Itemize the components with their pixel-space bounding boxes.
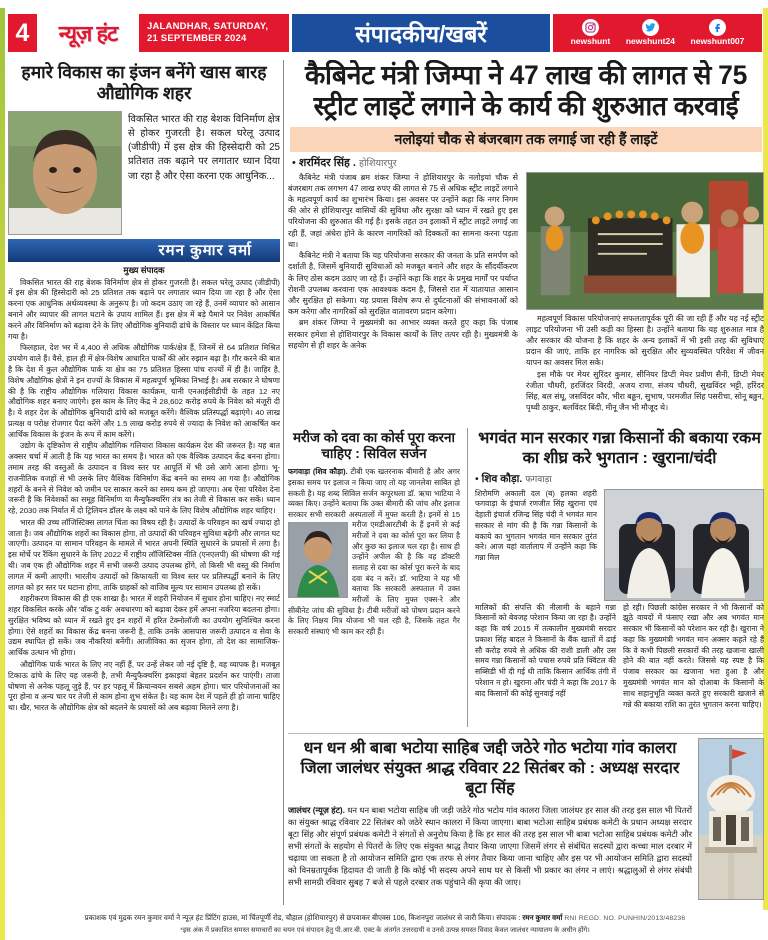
civil-surgeon-photo [288, 522, 348, 598]
byline-place: फगवाड़ा [525, 473, 552, 484]
byline-bullet: • [475, 472, 479, 485]
imprint-line2: *इस अंक में प्रकाशित समस्त समाचारों का चयन एवं संपादन हेतु पी.आर.बी. एक्ट के अंतर्गत उत्तरदायी व उनसे उत्पन्न समस्त विवाद केवल जालंधर न्यायालय के अधीन होंगे। [180, 927, 590, 934]
editorial-author-title: मुख्य संपादक [123, 264, 165, 275]
farmers-text-colC: हो रही। पिछली कांग्रेस सरकार ने भी किसानों को झूठे वायदों में फंसाए रखा और अब भगवंत मान सरकार भी किसानों को परेशान कर रही है। खुराना ने कहा कि मुख्यमंत्री भगवंत मान अक्सर कहते रहे हैं कि वे कभी पिछली सरकारों की तरह खजाना खाली होने की बात नहीं करते। जिससे यह स्पष्ट है कि पंजाब सरकार का खजाना भरा हुआ है और मुख्यमंत्री भगवंत मान को दोआबा के किसानों के साथ सहानुभूति व्यक्त करते हुए सरकारी खजाने से गन्ने की बकाया राशि का तुरंत भुगतान करना चाहिए। [623, 602, 764, 709]
lead-columns [288, 172, 764, 422]
social-instagram[interactable] [571, 19, 611, 46]
editorial-intro: विकसित भारत की राह बेशक विनिर्माण क्षेत्र से होकर गुजरती है। सकल घरेलू उत्पाद (जीडीपी) में इस क्षेत्र की हिस्सेदारी को 25 प्रतिशत तक बढ़ाने पर लगातार ध्यान दिया जा रहा है और ऐसा करना एक आधुनिक... [128, 113, 280, 182]
editorial-paragraph: विकसित भारत की राह बेशक विनिर्माण क्षेत्र से होकर गुजरती है। सकल घरेलू उत्पाद (जीडीपी) में इस क्षेत्र की हिस्सेदारी को 25 प्रतिशत तक बढ़ाने पर लगातार ध्यान दिया जा रहा है और ऐसा करना एक आधुनिक अर्थव्यवस्था के अनुरूप है। जो कदम उठाए जा रहे हैं, उनमें व्यापार को आसान बनाने और व्यापार की लागत घटाने के उपाय शामिल हैं। इस क्षेत्र में बड़े पैमाने पर निवेश आकर्षित करने और विनिर्माण को बढ़ावा देने के लिए औद्योगिक बुनियादी ढांचे के विस्तार पर ध्यान केंद्रित किया गया है। [8, 277, 280, 341]
brand-logo: न्यूज़ हंट [58, 21, 118, 46]
farmers-byline [475, 472, 764, 486]
dateline-line1: JALANDHAR, SATURDAY, [147, 20, 269, 32]
lead-headline: कैबिनेट मंत्री जिम्पा ने 47 लाख की लागत से 75 स्ट्रीट लाइटें लगाने के कार्य की शुरुआत करवाई [304, 60, 748, 122]
farmers-row2 [475, 603, 764, 711]
lead-byline [292, 155, 764, 170]
byline-name: शिव कौड़ा. [481, 472, 523, 485]
tb-headline: मरीज को दवा का कोर्स पूरा करना चाहिए : सिविल सर्जन [292, 429, 456, 462]
facebook-icon [709, 19, 726, 36]
editorial-paragraph: फिलहाल, देश भर में 4,400 से अधिक औद्योगिक पार्क/क्षेत्र हैं, जिनमें से 64 प्रतिशत मिश्रित उपयोग वाले हैं। वैसे, हाल ही में क्षेत्र-विशेष आधारित पार्कों की ओर रुझान बढ़ा है। गौर करने की बात है कि देश में कुल औद्योगिक पार्क या क्षेत्र का 75 प्रतिशत हिस्सा पांच राज्यों में ही है। जाहिर है, विशेष औद्योगिक क्षेत्रों ने इन राज्यों के विकास में महत्वपूर्ण भूमिका निभाई है। अब सरकार ने घोषणा की है कि राष्ट्रीय औद्योगिक गलियारा विकास कार्यक्रम, यानी एनआईसीडीपी के तहत 12 नए औद्योगिक शहर बनाए जाएंगे। इस काम के लिए केंद्र ने 28,602 करोड़ रुपये के निवेश को मंजूरी दी है। ये शहर देश के औद्योगिक बुनियादी ढांचे को मजबूत करेंगे। वैश्विक प्रतिस्पर्द्धा बढ़ाएंगे। 40 लाख प्रत्यक्ष व परोक्ष रोजगार पैदा करेंगे और 1.5 लाख करोड़ रुपये से ज्यादा के निवेश को आकर्षित कर आर्थिक विकास के इंजन के रूप में काम करेंगे। [8, 343, 280, 439]
page-number: 4 [8, 14, 37, 52]
news-area [288, 60, 764, 905]
social-handle: newshunt24 [625, 36, 675, 47]
tb-body [288, 467, 460, 637]
rni-number: RNI REGD. NO. PUNHIN/2013/48236 [564, 915, 686, 923]
social-facebook[interactable] [691, 19, 745, 46]
street-light-inauguration-photo [526, 172, 764, 310]
shradh-story [288, 733, 764, 905]
editorial-paragraph: उद्योग के दृष्टिकोण से राष्ट्रीय औद्योगिक गलियारा विकास कार्यक्रम देश की जरूरत है। यह बात अक्सर चर्चा में आती है कि यह भारत का समय है। भारत को एक वैश्विक उत्पादन केंद्र बनना होगा। तमाम तरह की वस्तुओं के उत्पादन व विश्व स्तर पर आपूर्ति में भी उसे आगे आना होगा। भू-राजनीतिक वजहों से भी उसके लिए वैश्विक विनिर्माण केंद्र बनने का समय आ गया है। औद्योगिक शहरों के बनने से निवेश को जमीन पर साकार करने का समय कम हो जाएगा। अब ऐसा परिवेश देना जरूरी है कि निवेशकों का समूह विनिर्माण या मैन्युफैक्चरिंग तंत्र का तेजी से विकास कर सकें। ध्यान रहे, 2030 तक निर्यात में दो ट्रिलियन डॉलर के लक्ष्य को पाने के लिए विशेष औद्योगिक शहर चाहिए। [8, 441, 280, 516]
tb-dateline: फगवाड़ा (शिव कौड़ा). [288, 467, 348, 477]
editorial-body [8, 278, 280, 905]
imprint-editor: रमन कुमार वर्मा [522, 913, 563, 923]
imprint-line1 [8, 913, 762, 924]
tb-story [288, 428, 460, 727]
imprint-text: प्रकाशक एवं मुद्रक रमन कुमार वर्मा ने न्यूज़ हंट प्रिंटिंग हाउस, मां चिंतपूर्णी रोड, चौहाल (होशियारपुर) से छपवाकर बीएक्स 106, किशनपुरा जालंधर से जारी किया। संपादक : [84, 913, 523, 923]
social-twitter[interactable] [626, 19, 675, 46]
lead-paragraph: कैबिनेट मंत्री ने बताया कि यह परियोजना सरकार की जनता के प्रति समर्पण को दर्शाती है, जिसमें बुनियादी सुविधाओं को मजबूत बनाने और शहर के सौंदर्यीकरण के लिए ठोस कदम उठाए जा रहे हैं। उन्होंने कहा कि शहर के प्रमुख मार्गों पर पर्याप्त रोशनी उपलब्ध करवाना एक आवश्यक कदम है, जिससे रात में यातायात आसान और सुरक्षित हो सकेगा। यह प्रयास विशेष रूप से दुर्घटनाओं की संभावनाओं को कम करेगा और नागरिकों को सुरक्षित वातावरण प्रदान करेगा। [288, 251, 518, 317]
lead-paragraph: इस मौके पर मेयर सुरिंदर कुमार, सीनियर डिप्टी मेयर प्रवीण सैनी, डिप्टी मेयर रंजीता चौधरी, हरजिंदर विरदी, अजय राणा, संजय चौधरी, सुखविंदर भट्टी, हरिंदर सिंह, बल संधू, जसविंदर कौर, भीरा बढ्ढन, सुभाष, परमजीत सिंह पसरीचा, सोनू बढ्ढन, पृथ्वी ठाकुर, बलविंदर बिंदी, मीनू जैन भी मौजूद थे। [526, 369, 764, 413]
lead-text-col1 [288, 172, 518, 422]
lead-subhead: नलोइयां चौक से बंजरबाग तक लगाई जा रही हैं लाइटें [290, 127, 762, 152]
dateline-line2: 21 SEPTEMBER 2024 [147, 33, 247, 44]
editorial-headline: हमारे विकास का इंजन बनेंगे खास बारह औद्योगिक शहर [21, 62, 267, 104]
editorial-author-photo [8, 111, 122, 235]
shradh-headline: धन धन श्री बाबा भटोया साहिब जद्दी जठेरे गोठ भटोया गांव कालरा जिला जालंधर संयुक्त श्राद्ध रविवार 22 सितंबर को : अध्यक्ष सरदार बूटा सिंह [300, 739, 680, 798]
lead-paragraph: महत्वपूर्ण विकास परियोजनाएं सफलतापूर्वक पूरी की जा रही हैं और यह नई स्ट्रीट लाइट परियोजना भी उसी कड़ी का हिस्सा है। उन्होंने बताया कि यह शुरुआत मात्र है और सरकार की योजना है कि शहर के अन्य इलाकों में भी इसी तरह की सुविधाएं प्रदान की जाएं, ताकि हर नागरिक को सुरक्षित और सुव्यवस्थित परिवेश में जीवन यापन का अवसर मिल सके। [526, 313, 764, 368]
farmers-text-colB: मालिकों की संपत्ति की नीलामी के बहाने गन्ना किसानों को बेवजह परेशान किया जा रहा है। उन्होंने कहा कि वर्ष 2015 में तत्कालीन मुख्यमंत्री सरदार प्रकाश सिंह बादल ने किसानों के बैंक खातों में ढाई सौ करोड़ रुपये से अधिक की राशी डाली और उस समय गन्ना किसानों को पचास रुपये प्रति क्विंटल की सब्सिडी भी दी गई थी ताकि किसान आर्थिक तंगी में परेशान न हो। खुराना और चंदी ने कहा कि 2017 के बाद किसानों की कोई सुनवाई नहीं [475, 602, 616, 698]
tb-paragraph: इनमें से कई मरीजों ने दवा का कोर्स पूरा कर लिया है और कुछ का इलाज चल रहा है। साथ ही उन्होंने अपील की है कि वह डॉक्टरी सलाह से दवा का कोर्स पूरा करने के बाद दवा बंद न करें। डॉ. भाटिया ने यह भी बताया कि सरकारी अस्पताल में उक्त मरीजों के लिए मुफ्त एक्स-रे और सीबीनेट जांच की सुविधा है। टीबी मरीजों को पोषण प्रदान करने के लिए निक्षय मित्र योजना भी चल रही है, जिसके तहत गैर सरकारी संस्थाएं भी काम कर रही हैं। [288, 520, 460, 636]
tb-paragraph: टीबी एक खतरनाक बीमारी है और अगर इसका समय पर इलाज न किया जाए तो यह जानलेवा साबित हो सकती है। यह शब्द सिविल सर्जन कपूरथला डॉ. ऋचा भाटिया ने व्यक्त किए। उन्होंने बताया कि उक्त बीमारी की जांच और इलाज सरकार सभी सरकारी अस्पतालों में मुफ्त करती है। इनमें से 15 मरीज एमडीआरटीबी के हैं [288, 467, 460, 530]
imprint-footer [8, 913, 762, 934]
column-divider [283, 60, 284, 905]
farmers-text-colA: शिरोमणि अकाली दल (ब) हलका शहरी फगवाड़ा के इंचार्ज रणजीत सिंह खुराना एवं देहाती इंचार्ज रजिन्द्र सिंह चंदी ने भगवंत मान सरकार से मांग की है कि गन्ना किसानों के बकाये का भुगतान भगवंत मान सरकार तुरंत करे। आज यहां वार्तालाप में उन्होंने कहा कि गन्ना मिल [475, 488, 597, 563]
lead-text-col2 [526, 172, 764, 422]
byline-name: शरमिंदर सिंह . [298, 156, 356, 169]
section-title: संपादकीय/खबरें [292, 14, 550, 52]
editorial-paragraph: औद्योगिक पार्क भारत के लिए नए नहीं हैं, पर उन्हें लेकर जो नई दृष्टि है, वह व्यापक है। मजबूत टिकाऊ ढांचे के लिए यह जरूरी है, तभी मैन्युफैक्चरिंग इकाइयां बेहतर प्रदर्शन कर पाएंगी। ताजा घोषणा से अनेक पहलू जुड़े हैं, पर हर पहलू में क्रियान्वयन सबसे अहम होगा। चार परियोजनाओं का पूरा होना व अन्य चार पर तेजी से काम होना शुभ संकेत है। यह काम देश में पहले ही हो जाना चाहिए था। खैर, भारत के औद्योगिक क्षेत्र को बदलने के प्रयासों को अब बढ़ावा मिलने लगा है। [8, 660, 280, 713]
brand-logo-box [40, 14, 136, 52]
shradh-dateline: जालंधर (न्यूज़ हंट). [288, 804, 345, 815]
twitter-icon [642, 19, 659, 36]
shradh-content [288, 738, 698, 905]
instagram-icon [582, 19, 599, 36]
social-handle: newshunt [570, 36, 611, 47]
editorial-top-row [8, 111, 280, 235]
byline-place: होशियारपुर [359, 157, 397, 169]
social-strip [553, 14, 762, 52]
farmers-story [467, 428, 764, 727]
editorial-column [8, 60, 280, 905]
editorial-paragraph: भारत की उच्च लॉजिस्टिक्स लागत चिंता का विषय रही है। उत्पादों के परिवहन का खर्च ज्यादा हो जाता है। जब औद्योगिक शहरों का विकास होगा, तो उत्पादों की परिवहन सुविधा बढ़ेगी और लागत घट जाएगी। उत्पादन या सामान परिवहन के मामले में भारत अपनी स्थिति सुधारने के प्रयासों में लगा है। इस मोर्चे पर रैंकिंग सुधारने के लिए 2022 में राष्ट्रीय लॉजिस्टिक्स नीति (एनएलपी) की घोषणा की गई थी। जब एक ही औद्योगिक शहर में सभी जरूरी उत्पाद उपलब्ध होंगे, तो किसी भी वस्तु की निर्माण लागत में कमी आएगी। भारतीय उत्पादों को किफायती या विश्व स्तर पर प्रतिस्पर्द्धी बनाने के लिए लागत को हर स्तर पर घटाना होगा, ताकि ग्राहकों को वाजिब मूल्य पर सामान उपलब्ध हो सकें। [8, 517, 280, 592]
editorial-paragraph: शहरीकरण विकास की ही एक शाखा है। भारत में शहरी नियोजन में सुधार होना चाहिए। नए स्मार्ट शहर विकसित करके और 'वॉक टु वर्क' अवधारणा को बढ़ावा देकर हमें अपना नजरिया बदलना होगा। सुरक्षित भविष्य को ध्यान में रखते हुए इन शहरों में हरित टेक्नोलॉजी का उपयोग सुनिश्चित करना होगा। ऐसे शहरों का विकास केंद्र बनना जरूरी है, ताकि उनके आसपास जरूरी उत्पादन व सेवा के उद्यम स्थापित हो सकें। जब नौकरियां बनेंगी। आजीविका का सृजन होगा, तो देश का सामाजिक-आर्थिक उत्थान भी होगा। [8, 594, 280, 658]
jathera-shrine-photo [698, 738, 764, 900]
page-edge-left [0, 8, 5, 940]
dateline-box [139, 14, 289, 52]
masthead [8, 14, 762, 52]
lead-paragraph: कैबिनेट मंत्री पंजाब ब्रम शंकर जिम्पा ने होशियारपुर के नलोइयां चौक से बंजरबाग तक लगभग 47 लाख रुपए की लागत से 75 से अधिक स्ट्रीट लाइटें लगाने के महत्वपूर्ण कार्य का शुभारंभ किया। इस अवसर पर उन्होंने कहा कि नगर निगम की ओर से होशियारपुर वासियों की सुविधा और सुरक्षा को ध्यान में रखते हुए इस परियोजना की शुरुआत की गई है। इसके तहत उन इलाकों में स्ट्रीट लाइटें लगाई जा रही हैं, जहां अंधेरा होने के कारण नागरिकों को दिक्कतों का सामना करना पड़ता था। [288, 172, 518, 249]
social-handle: newshunt007 [690, 36, 745, 47]
lead-paragraph: ब्रम शंकर जिम्पा ने मुख्यमंत्री का आभार व्यक्त करते हुए कहा कि पंजाब सरकार हमेशा से होशियारपुर के विकास कार्यों के लिए तत्पर रही है। मुख्यमंत्री के सहयोग से ही शहर के अनेक [288, 318, 518, 350]
shradh-body [288, 804, 692, 888]
byline-bullet: • [292, 156, 296, 169]
lead-text-continued [526, 313, 764, 414]
editorial-author-banner: रमन कुमार वर्मा [8, 239, 280, 262]
middle-band [288, 428, 764, 727]
content-area [8, 60, 764, 905]
lead-story [288, 60, 764, 422]
farmers-headline: भगवंत मान सरकार गन्ना किसानों की बकाया रकम का शीघ्र करे भुगतान : खुराना/चंदी [478, 429, 761, 467]
farmers-row1 [475, 489, 764, 601]
khurana-chandi-photo [604, 489, 764, 601]
shradh-paragraph: धन धन बाबा भटोया साहिब जी जड़ी जठेरे गोठ भटोय गांव कालरा जिला जालंधर हर साल की तरह इस साल भी पितरों का संयुक्त श्राद्ध रविवार 22 सितंबर को जठेरे स्थान कालरा में किया जाएगा। बाबा भटोआ साहिब प्रबंधक कमेटी के प्रधान अध्यक्ष सरदार बूटा सिंह और संपूर्ण प्रबंधक कमेटी ने संगतों से अनुरोध किया है कि हर साल की तरह इस साल भी बाबा भटोआ साहिब प्रबंधक कमेटी और सभी संगतों के सहयोग से पितरों के लिए एक संयुक्त श्राद्ध तैयार किया जाएगा जिसमें लंगर से संबंधित सदस्यों द्वारा कच्चा माल दरबार में चढ़ाया जा सकता है तो आयोजन समिति द्वारा एक तरफ से लंगर तैयार किया जाना चाहिए और इस पर भी आयोजन समिति द्वारा सदस्यों को विनम्रतापूर्वक हिदायत दी जाती है कि कोई भी सदस्य अपने साथ घर से किसी भी प्रकार का लंगर न लाएं। श्रद्धालुओं से लंगर संबंधी सभी सामग्री रविवार सुबह 7 बजे से पहले दरबार तक पहुंचाने की कृपा की जाए। [288, 804, 692, 888]
